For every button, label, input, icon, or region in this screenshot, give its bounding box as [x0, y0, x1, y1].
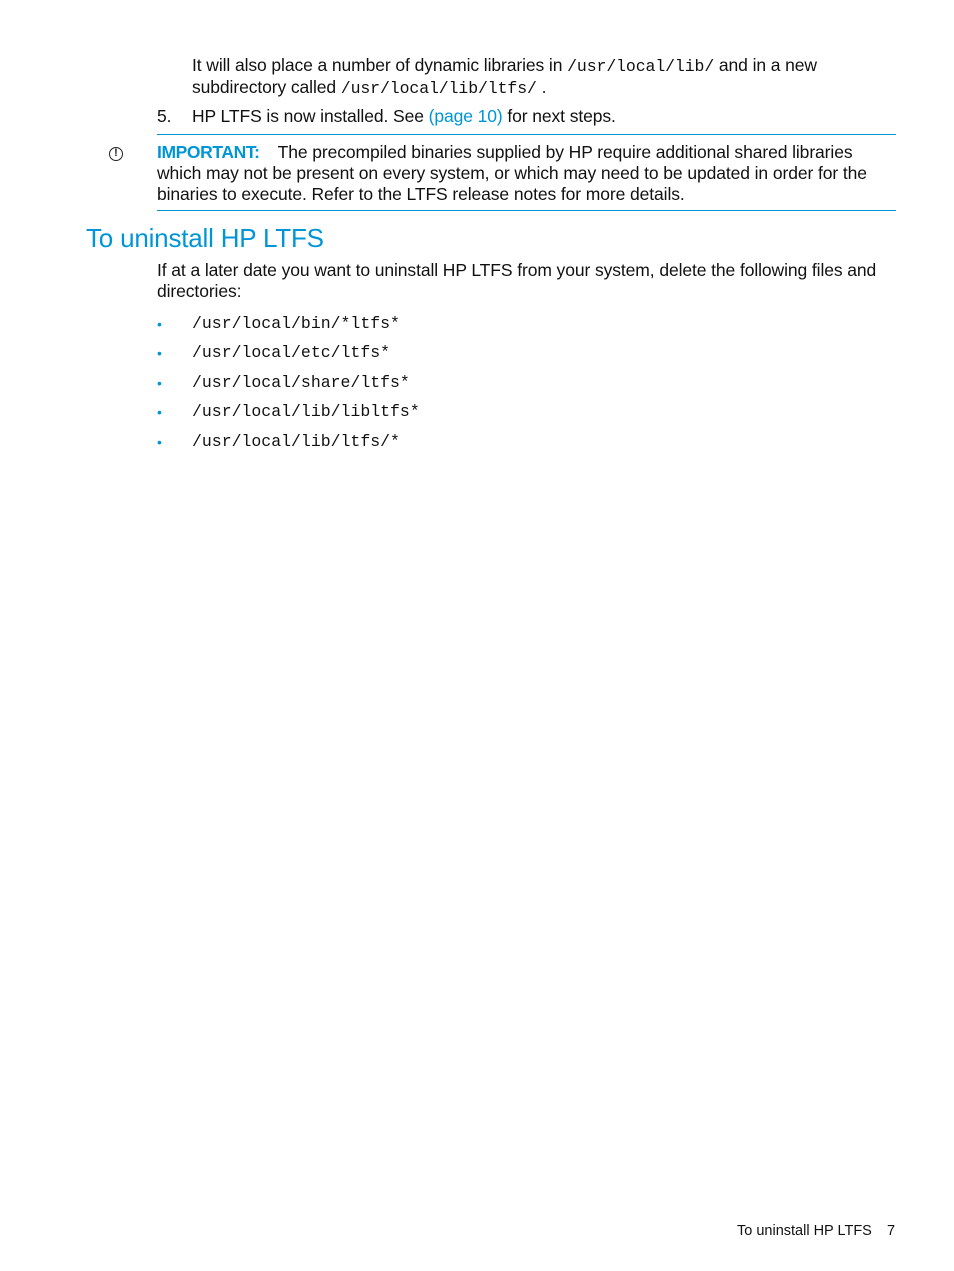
list-item: [157, 309, 420, 339]
bullet-icon: •: [157, 433, 162, 450]
file-path: /usr/local/lib/libltfs*: [192, 402, 420, 422]
important-note: [157, 142, 899, 205]
section-intro: If at a later date you want to uninstall HP LTFS from your system, delete the following files and directories:: [157, 260, 877, 301]
continuation-text-mid: and in a new subdirectory called: [192, 55, 817, 97]
file-path: /usr/local/share/ltfs*: [192, 372, 410, 392]
section-heading: To uninstall HP LTFS: [86, 223, 324, 253]
file-list: [157, 309, 420, 457]
path-usr-local-lib: /usr/local/lib/: [567, 57, 715, 76]
list-item: [157, 368, 420, 398]
important-text: The precompiled binaries supplied by HP require additional shared libraries which may not be present on every system, or which may need to be updated in order for the binaries to execute. Refer to the LTFS release notes for more details.: [157, 142, 867, 204]
list-item: [157, 339, 420, 369]
continuation-text-before: It will also place a number of dynamic libraries in: [192, 55, 568, 75]
list-item: [157, 427, 420, 457]
important-top-rule: [157, 134, 896, 135]
list-item: [157, 398, 420, 428]
bullet-icon: •: [157, 315, 162, 332]
bullet-icon: •: [157, 345, 162, 362]
bullet-icon: •: [157, 374, 162, 391]
continuation-paragraph: [192, 55, 892, 99]
footer-title: To uninstall HP LTFS: [737, 1223, 872, 1239]
page-10-link[interactable]: (page 10): [428, 106, 503, 126]
step-text-before: HP LTFS is now installed. See: [192, 106, 429, 126]
step-number: 5.: [157, 106, 172, 126]
continuation-text-after: .: [536, 77, 547, 97]
file-path: /usr/local/etc/ltfs*: [192, 343, 391, 363]
important-bottom-rule: [157, 210, 896, 211]
page-number: 7: [887, 1223, 896, 1239]
path-usr-local-lib-ltfs: /usr/local/lib/ltfs/: [340, 79, 537, 98]
important-label: IMPORTANT:: [157, 142, 260, 162]
bullet-icon: •: [157, 404, 162, 421]
file-path: /usr/local/lib/ltfs/*: [192, 431, 400, 451]
exclamation-circle-icon: !: [109, 147, 123, 161]
step-text-after: for next steps.: [502, 106, 616, 126]
step-5: [157, 106, 897, 127]
file-path: /usr/local/bin/*ltfs*: [192, 313, 400, 333]
